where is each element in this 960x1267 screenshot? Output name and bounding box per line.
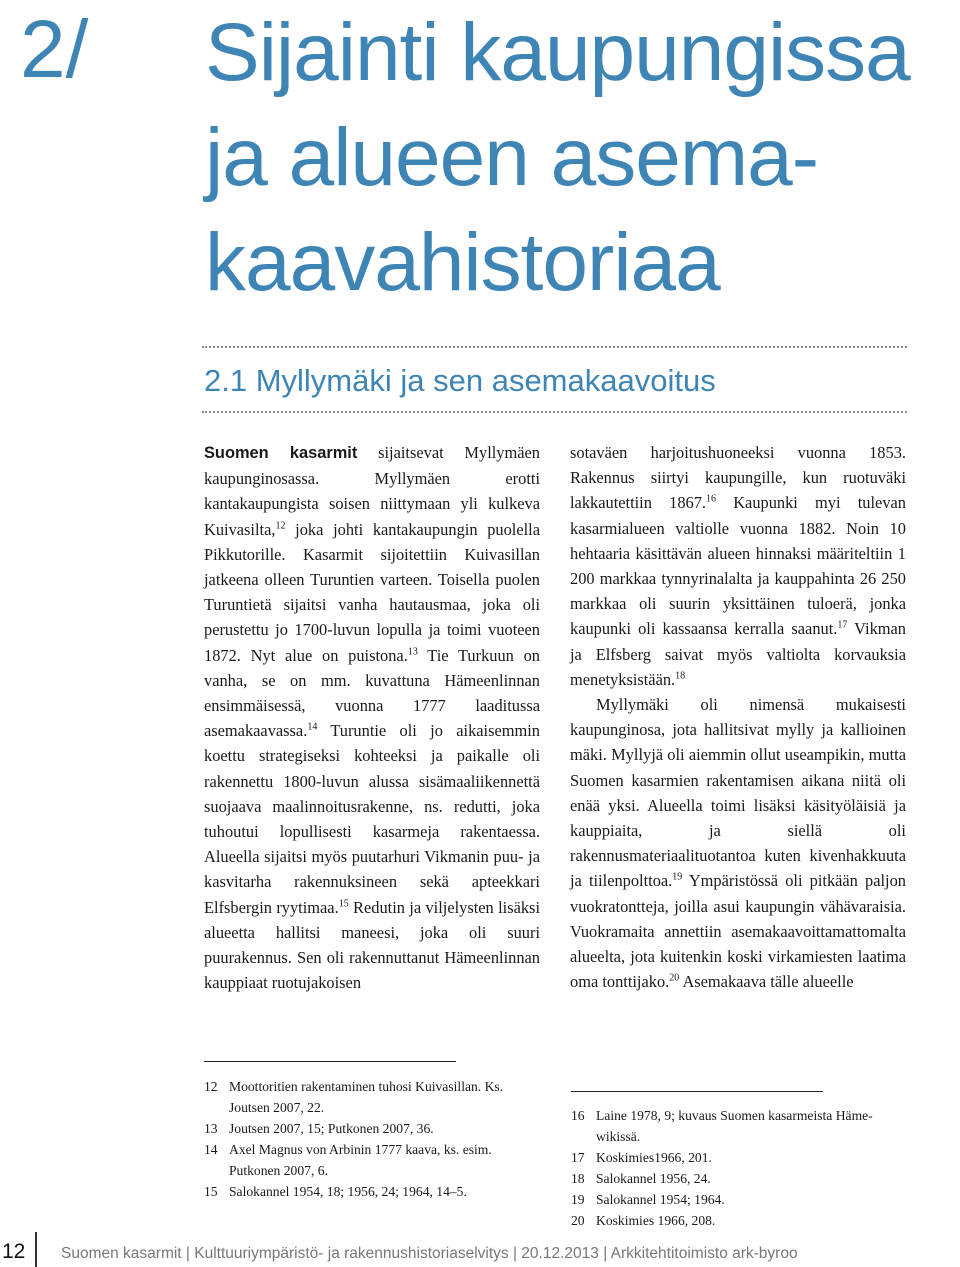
footnote-ref: 19 <box>672 871 683 883</box>
footer-divider <box>35 1232 37 1267</box>
footnote-text: Salokannel 1954; 1964. <box>596 1192 725 1207</box>
footnote-ref: 14 <box>307 721 318 733</box>
body-text: sijaitsevat Myllymäen kaupunginosassa. Myllymäen erotti kantakaupungista soisen niittymaan yli kulkeva Kuivasilta, <box>204 443 541 539</box>
footnote <box>571 1147 901 1168</box>
footnote-ref: 12 <box>275 520 286 532</box>
footnotes-left <box>204 1076 534 1202</box>
footnote-text: Laine 1978, 9; kuvaus Suomen kasarmeista Häme-wikissä. <box>596 1108 873 1144</box>
footnote-text: Salokannel 1956, 24. <box>596 1171 711 1186</box>
chapter-title-line: ja alueen asema- <box>205 112 819 203</box>
footnote <box>204 1118 534 1139</box>
chapter-title-line: kaavahistoriaa <box>205 217 720 308</box>
page-number: 12 <box>2 1240 26 1263</box>
footnote-number: 20 <box>571 1213 585 1228</box>
footnote-text: Joutsen 2007, 15; Putkonen 2007, 36. <box>229 1121 434 1136</box>
body-paragraph <box>204 440 540 995</box>
footnote-ref: 18 <box>675 670 686 682</box>
footnote-number: 14 <box>204 1142 218 1157</box>
body-text: Turuntie oli jo aikaisemmin koettu strategiseksi kohteeksi ja paikalle oli rakennettu 1800-luvun alussa sisämaaliikennettä suojaava maalinnoitusrakenne, ns. redutti, joka tuhoutui lopullisesti kasarmeja rakentaessa. Alueella sijaitsi myös puutarhuri Vikmanin puu- ja kasvitarha rakennuksineen sekä apteekkari Elfsbergin ryytimaa. <box>204 721 540 917</box>
chapter-number: 2/ <box>20 4 89 95</box>
footnote-ref: 16 <box>706 493 717 505</box>
footnote-number: 16 <box>571 1108 585 1123</box>
footnote <box>204 1181 534 1202</box>
footnote-text: Axel Magnus von Arbinin 1777 kaava, ks. esim. Putkonen 2007, 6. <box>229 1142 492 1178</box>
footnote-rule-left <box>204 1061 456 1062</box>
body-paragraph <box>570 440 906 692</box>
body-text: Kaupunki myi tulevan kasarmialueen valtiolle vuonna 1882. Noin 10 hehtaaria käsittävän alueen hinnaksi määriteltiin 1 200 markkaa tynnyrinalalta ja kauppahinta 26 250 markkaa oli suurin yksittäinen tuloerä, jonka kaupunki oli kassaansa kerralla saanut. <box>570 493 906 639</box>
body-text: Tie Turkuun on vanha, se on mm. kuvattuna Hämeenlinnan ensimmäisessä, vuonna 1777 laaditussa asemakaavassa. <box>204 645 541 741</box>
body-text: Myllymäki oli nimensä mukaisesti kaupunginosa, jota hallitsivat mylly ja kallioinen mäki. Myllyjä oli aiemmin ollut useampikin, mutta Suomen kasarmien rakentamisen aikana niitä oli enää yksi. Alueella toimi lisäksi käsityöläisiä ja kauppiaita, ja siellä oli rakennusmateriaalituotantoa kuten kivenhakkuuta ja tiilenpolttoa. <box>570 695 906 891</box>
body-text: Vikman ja Elfsberg saivat myös valtiolta korvauksia menetyksistään. <box>570 619 907 689</box>
footnote-text: Koskimies 1966, 208. <box>596 1213 716 1228</box>
body-paragraph <box>570 692 906 994</box>
footnote-number: 18 <box>571 1171 585 1186</box>
footnote <box>571 1189 901 1210</box>
footnote-ref: 15 <box>338 898 349 910</box>
footnote-ref: 20 <box>669 972 680 984</box>
footnote <box>204 1139 534 1181</box>
footnote <box>204 1076 534 1118</box>
footnote <box>571 1168 901 1189</box>
section-divider-bottom <box>202 411 907 413</box>
footnote-number: 15 <box>204 1184 218 1199</box>
footnotes-right <box>571 1105 901 1231</box>
footnote-ref: 17 <box>837 619 848 631</box>
running-footer: Suomen kasarmit | Kulttuuriympäristö- ja rakennushistoriaselvitys | 20.12.2013 | Arkkitehtitoimisto ark-byroo <box>61 1245 798 1262</box>
footnote-number: 13 <box>204 1121 218 1136</box>
chapter-title-line: Sijainti kaupungissa <box>205 7 910 98</box>
footnote-text: Salokannel 1954, 18; 1956, 24; 1964, 14–5. <box>229 1184 467 1199</box>
body-column-right <box>570 440 906 994</box>
body-text: Asemakaava tälle alueelle <box>679 972 854 992</box>
footnote <box>571 1105 901 1147</box>
body-text: sotaväen harjoitushuoneeksi vuonna 1853. Rakennus siirtyi kaupungille, kun ruotuväki lakkautettiin 1867. <box>570 443 906 513</box>
footnote-number: 17 <box>571 1150 585 1165</box>
body-text: Ympäristössä oli pitkään paljon vuokratontteja, joilla asui kaupungin vähävaraisia. Vuokramaita annettiin asemakaavoittamattomalta alueelta, jota kuitenkin koski virkamiesten laatima oma tonttijako. <box>570 871 906 992</box>
lead-in: Suomen kasarmit <box>204 444 358 462</box>
footnote-text: Koskimies1966, 201. <box>596 1150 712 1165</box>
footnote <box>571 1210 901 1231</box>
section-divider-top <box>202 346 907 348</box>
body-text: Redutin ja viljelysten lisäksi alueetta hallitsi maneesi, joka oli suuri puurakennus. Sen oli rakennuttanut Hämeenlinnan kauppiaat ruotujakoisen <box>204 897 540 993</box>
body-text: joka johti kantakaupungin puolella Pikkutorille. Kasarmit sijoitettiin Kuivasillan jatkeena olleen Turuntien varteen. Toisella puolen Turuntietä sijaitsi vanha hautausmaa, joka oli perustettu jo 1700-luvun lopulla ja toimi vuoteen 1872. Nyt alue on puistona. <box>204 519 540 665</box>
footnote-text: Moottoritien rakentaminen tuhosi Kuivasillan. Ks. Joutsen 2007, 22. <box>229 1079 504 1115</box>
footnote-number: 12 <box>204 1079 218 1094</box>
chapter-title <box>205 0 960 315</box>
section-title: 2.1 Myllymäki ja sen asemakaavoitus <box>204 363 716 398</box>
body-column-left <box>204 440 540 995</box>
footnote-rule-right <box>571 1091 823 1092</box>
footnote-ref: 13 <box>407 646 418 658</box>
footnote-number: 19 <box>571 1192 585 1207</box>
